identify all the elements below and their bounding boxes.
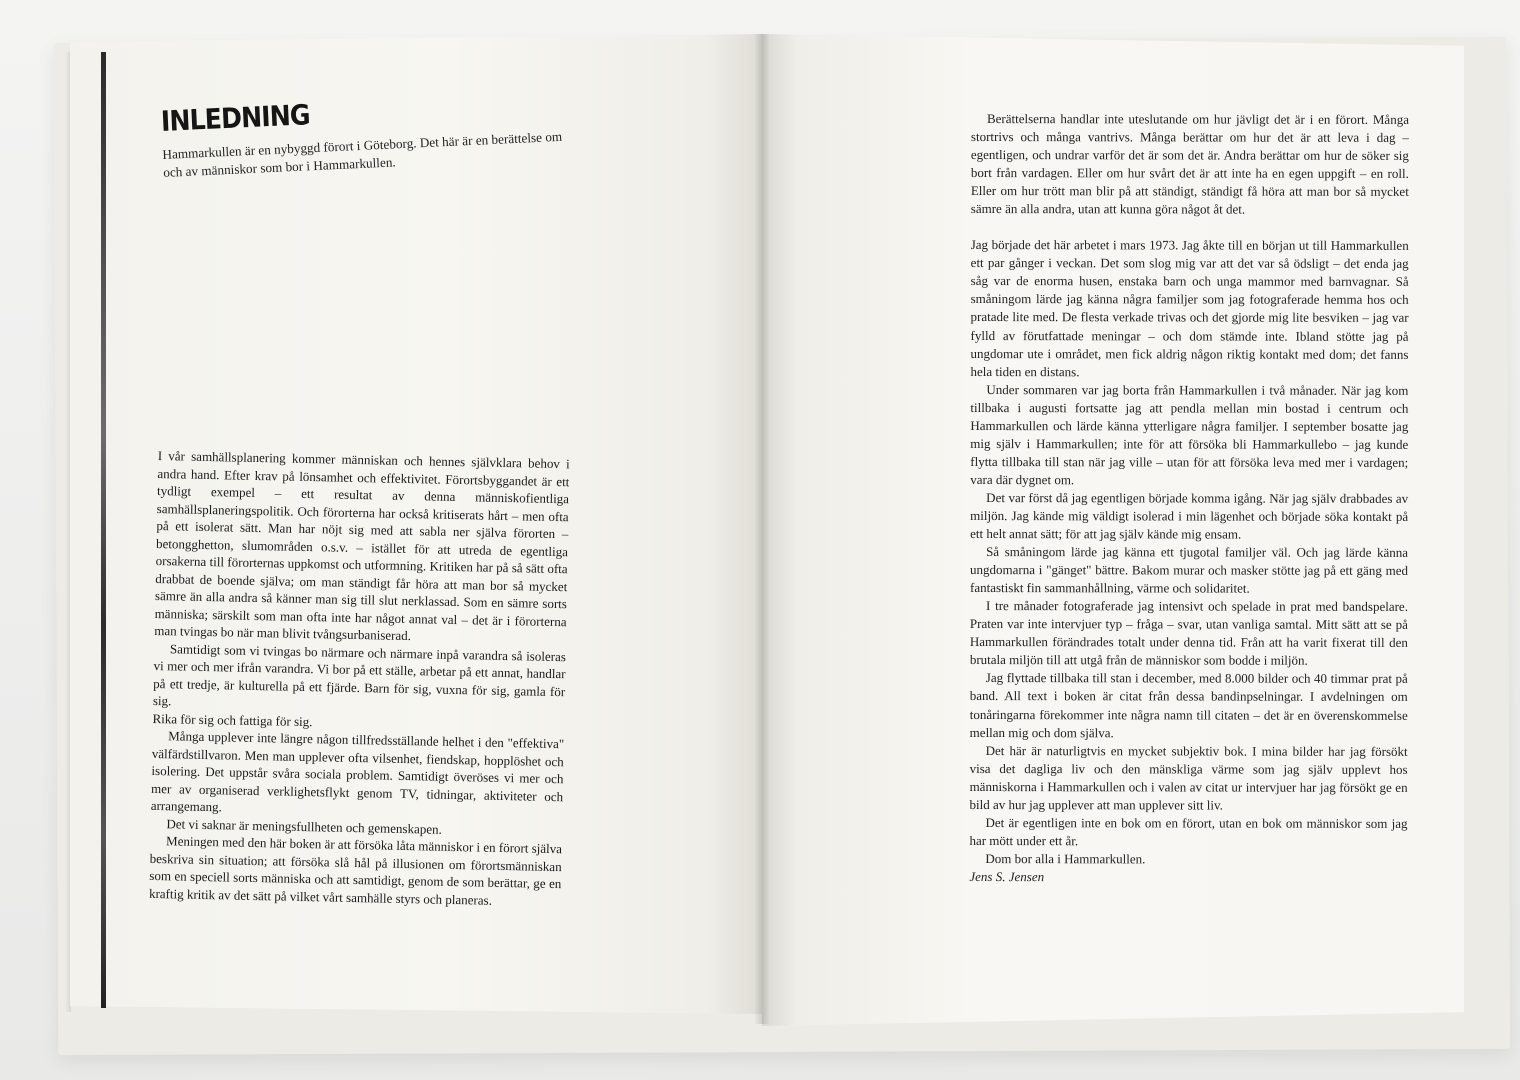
right-body-text	[969, 110, 1409, 887]
book-gutter	[755, 34, 769, 1024]
right-paragraph: Under sommaren var jag borta från Hammarkullen i två månader. När jag kom tillbaka i augusti fortsatte jag att pendla mellan min bostad i centrum och Hammarkullen och lärde känna ytterligare några familjer. I september bosatte jag mig själv i Hammarkullen; inte för att försöka bli Hammarkullebo – jag kunde flytta tillbaka till stan när jag ville – utan för att försöka leva med mer i vardagen; vara där dygnet om.	[970, 381, 1409, 488]
binding-strip	[101, 52, 106, 1008]
right-paragraph: Det var först då jag egentligen började komma igång. När jag själv drabbades av miljön. Jag kände mig väldigt isolerad i min lägenhet och började söka kontakt på ett helt annat sätt; för att jag själv kände mig ensam.	[970, 489, 1409, 542]
left-paragraph: Meningen med den här boken är att försöka låta människor i en förort själva beskriva sin situation; att försöka slå hål på illusionen om förortsmänniskan som en speciell sorts människa och att samtidigt, genom de som berättar, ge en kraftig kritik av det sätt på vilket vårt samhälle styrs och planeras.	[148, 833, 563, 908]
left-paragraph: Det vi saknar är meningsfullheten och gemenskapen.	[166, 815, 442, 837]
right-paragraph: Jag flyttade tillbaka till stan i december, med 8.000 bilder och 40 timmar prat på band. All text i boken är citat från dessa bandinpselningar. I avdelningen om tonåringarna förekommer inte några namn till citaten – det är en överenskommelse mellan mig och dom själva.	[969, 670, 1408, 740]
right-paragraph: Dom bor alla i Hammarkullen.	[985, 850, 1146, 867]
left-paragraph: Samtidigt som vi tvingas bo närmare och närmare inpå varandra så isoleras vi mer och mer ifrån varandra. Vi bor på ett ställe, arbetar på ett annat, handlar på ett tredje, är kulturella på ett fjärde. Barn för sig, vuxna för sig, gamla för sig.	[152, 640, 567, 709]
left-body-text	[149, 447, 570, 910]
right-paragraph: Det är egentligen inte en bok om en förort, utan en bok om människor som jag har mött under ett år.	[969, 814, 1408, 849]
intro-text: Hammarkullen är en nybyggd förort i Göteborg. Det här är en berättelse om och av människor som bor i Hammarkullen.	[162, 128, 563, 180]
right-paragraph: Jag började det här arbetet i mars 1973. Jag åkte till en början ut till Hammarkullen ett par gånger i veckan. Det som slog mig var att det var så ödsligt – det enda jag såg var de enorma husen, enstaka barn och unga mammor med barnvagnar. Så småningom lärde jag känna några familjer som jag fotograferade hemma hos och pratade lite med. De flesta verkade trivas och det gjorde mig lite besviken – jag var fylld av förutfattade meningar – och dom stämde inte. Ibland stötte jag på ungdomar ute i området, men fick aldrig någon riktig kontakt med dom; det fanns hela tiden en distans.	[970, 237, 1409, 379]
right-paragraph: Så småningom lärde jag känna ett tjugotal familjer väl. Och jag lärde känna ungdomarna i "gänget" bättre. Bakom murar och masker stötte jag på ett gäng med fantastiskt fin sammanhållning, värme och solidaritet.	[969, 544, 1409, 596]
chapter-heading: INLEDNING	[160, 98, 311, 138]
author-signature: Jens S. Jensen	[969, 868, 1045, 885]
right-paragraph: Berättelserna handlar inte uteslutande om hur jävligt det är i en förort. Många stortrivs och många vantrivs. Många berättar om hur det är att leva i dag – egentligen, och undrar varför det är som det är. Andra berättar om hur de söker sig bort från vardagen. Eller om hur svårt det är att inte ha en egen uppgift – en roll. Eller om hur trött man blir på att ständigt, ständigt få höra att man bor så mycket sämre än alla andra, utan att kunna göra något åt det.	[970, 111, 1409, 217]
right-paragraph: I tre månader fotograferade jag intensivt och spelade in prat med bandspelare. Praten var inte intervjuer typ – fråga – svar, utan vanliga samtal. Mitt sätt att se på Hammarkullen förändrades totalt under denna tid. Från att ha varit fixerat till den brutala miljön till att utgå från de människor som bodde i miljön.	[969, 598, 1408, 669]
left-paragraph: I vår samhällsplanering kommer människan och hennes självklara behov i andra hand. Efter krav på lönsamhet och effektivitet. Förortsbyggandet är ett tydligt exempel – ett resultat av denna människofientliga samhällsplaneringspolitik. Och förorterna har också kritiserats hårt – men ofta på ett isolerat sätt. Man har nöjt sig med att sabla ner själva förorten – betongghetton, slumområden o.s.v. – istället för att utreda de egentliga orsakerna till förorternas uppkomst och utformning. Kritiken har på så sätt ofta drabbat de boende själva; om man ständigt får höra att man bor så mycket sämre än alla andra så känner man sig till slut nerklassad. Som en sämre sorts människa; särskilt som man ofta inte har något annat val – det är i förorterna man tvingas bo när man blivit tvångsurbaniserad.	[154, 447, 570, 644]
left-paragraph: Många upplever inte längre någon tillfredsställande helhet i den "effektiva" välfärdstillvaron. Men man upplever ofta vilsenhet, fiendskap, hopplöshet och isolering. Det uppstår svåra sociala problem. Samtidigt överöses vi mer och mer av organiserad verklighetsflykt genom TV, tidningar, aktiviteter och arrangemang.	[150, 728, 565, 815]
right-paragraph: Det här är naturligtvis en mycket subjektiv bok. I mina bilder har jag försökt visa det dagliga liv och den mänskliga värme som jag själv upplevt hos människorna i Hammarkullen och i valen av citat ur intervjuer har jag försökt ge en bild av hur jag upplever att man upplever sitt liv.	[969, 742, 1408, 813]
left-paragraph: Rika för sig och fattiga för sig.	[152, 710, 313, 729]
paragraph-gap	[971, 218, 1409, 237]
